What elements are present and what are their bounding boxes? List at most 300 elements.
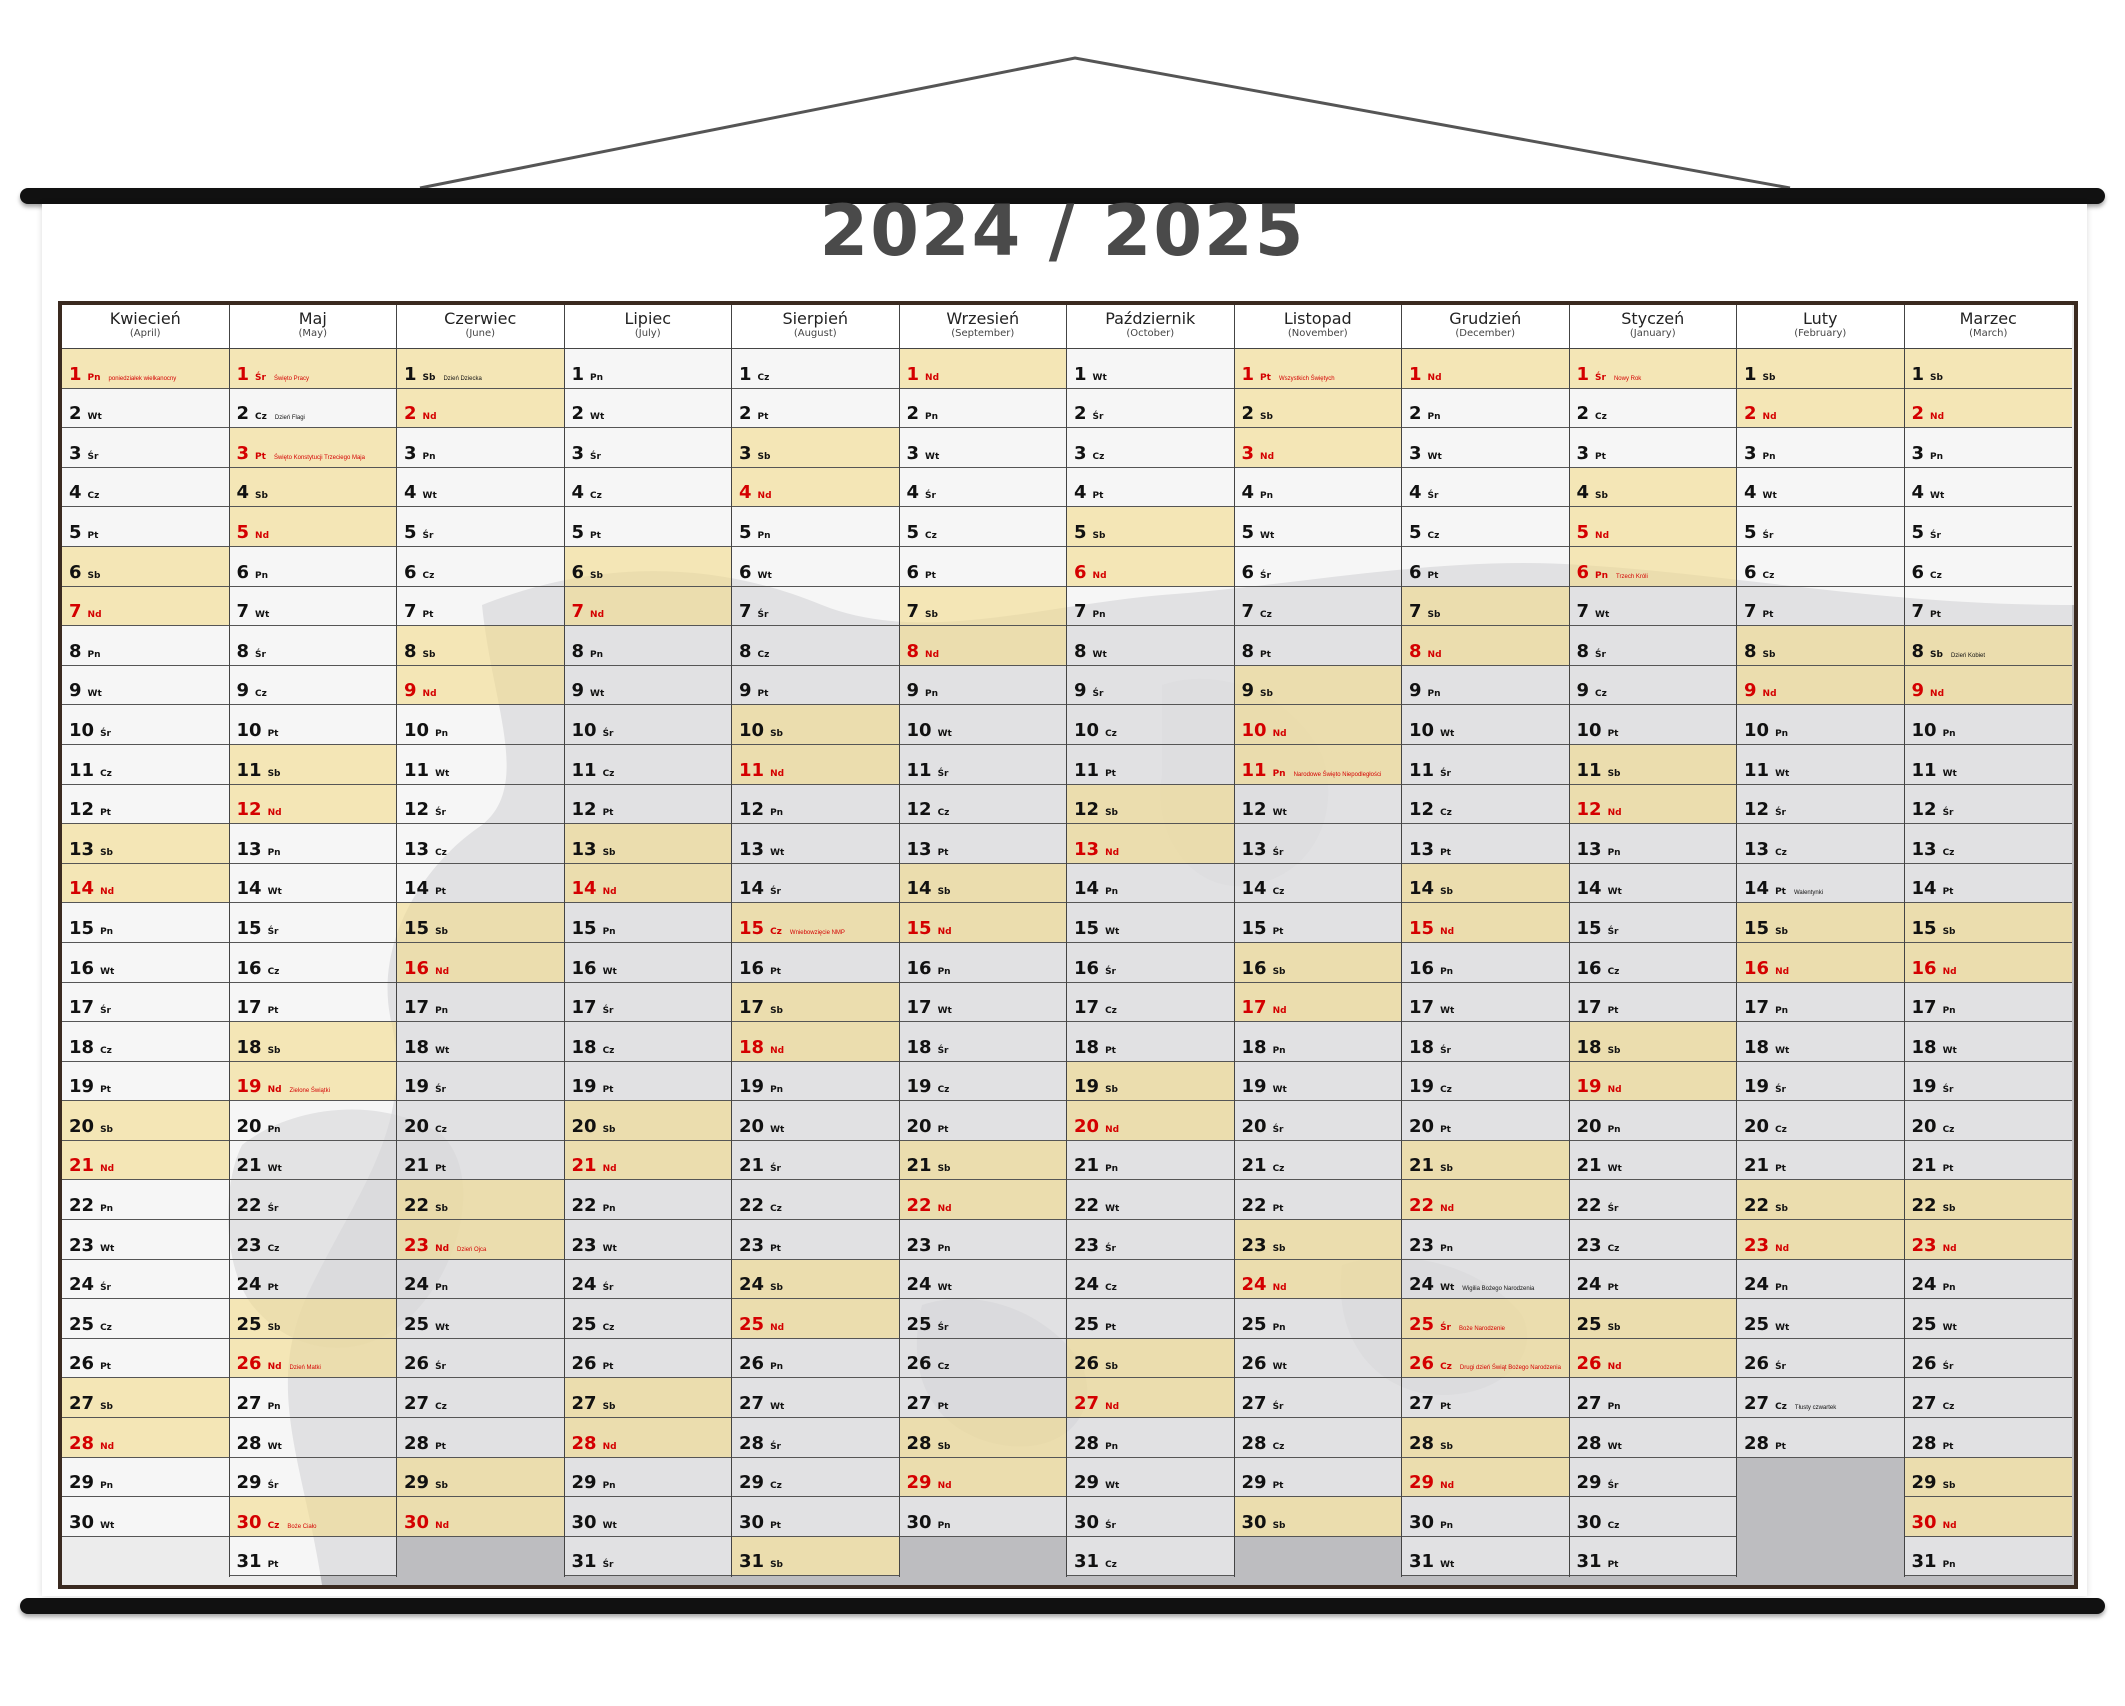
day-number: 19 xyxy=(1241,1076,1267,1098)
day-note: Walentynki xyxy=(1793,890,1824,897)
weekday-abbr: Nd xyxy=(100,1164,115,1175)
day-cell xyxy=(1570,1418,1737,1458)
day-cell xyxy=(900,1339,1067,1379)
weekday-abbr: Sb xyxy=(1595,491,1608,502)
day-number: 27 xyxy=(1744,1393,1770,1415)
day-cell xyxy=(397,785,564,825)
day-number: 22 xyxy=(571,1195,597,1217)
day-note: Dzień Ojca xyxy=(457,1246,487,1253)
day-number: 15 xyxy=(571,917,597,939)
day-number: 3 xyxy=(404,442,417,464)
day-cell xyxy=(1402,983,1569,1023)
month-column xyxy=(1570,305,1738,1577)
weekday-abbr: Pt xyxy=(602,1362,614,1373)
day-number: 13 xyxy=(1074,838,1100,860)
day-number: 28 xyxy=(69,1432,95,1454)
day-cell xyxy=(1737,626,1904,666)
weekday-abbr: Nd xyxy=(1260,451,1275,462)
weekday-abbr: Cz xyxy=(757,649,770,660)
day-number: 24 xyxy=(236,1274,262,1296)
day-cell xyxy=(230,1299,397,1339)
day-cell xyxy=(230,903,397,943)
day-cell xyxy=(900,1141,1067,1181)
day-cell xyxy=(1570,1022,1737,1062)
day-number: 27 xyxy=(739,1393,765,1415)
day-number: 23 xyxy=(404,1234,430,1256)
day-number: 16 xyxy=(1074,957,1100,979)
day-number: 12 xyxy=(739,799,765,821)
day-cell xyxy=(1402,824,1569,864)
weekday-abbr: Cz xyxy=(1942,1402,1955,1413)
day-number: 4 xyxy=(69,482,82,504)
weekday-abbr: Cz xyxy=(1775,847,1787,858)
day-number: 4 xyxy=(1744,482,1757,504)
day-cell xyxy=(1570,1101,1737,1141)
day-number: 24 xyxy=(69,1274,95,1296)
day-cell xyxy=(62,785,229,825)
day-number: 26 xyxy=(1744,1353,1770,1375)
weekday-abbr: Pt xyxy=(590,530,601,541)
empty-day-cell xyxy=(62,1537,229,1577)
day-number: 19 xyxy=(236,1076,262,1098)
day-number: 25 xyxy=(1911,1313,1937,1335)
day-number: 31 xyxy=(571,1551,597,1573)
weekday-abbr: Wt xyxy=(267,1441,282,1452)
day-number: 1 xyxy=(1911,363,1925,385)
day-number: 25 xyxy=(1576,1313,1602,1335)
weekday-abbr: Sb xyxy=(770,1006,783,1017)
day-number: 5 xyxy=(404,521,417,543)
day-number: 14 xyxy=(236,878,262,900)
day-cell xyxy=(1402,903,1569,943)
month-column xyxy=(1067,305,1235,1577)
day-cell xyxy=(732,1299,899,1339)
day-number: 4 xyxy=(1409,482,1422,504)
day-number: 10 xyxy=(236,719,262,741)
day-number: 18 xyxy=(1911,1036,1937,1058)
day-number: 2 xyxy=(236,403,250,425)
weekday-abbr: Sb xyxy=(1260,689,1273,700)
weekday-abbr: Pn xyxy=(1942,1283,1956,1294)
weekday-abbr: Pt xyxy=(100,1085,111,1096)
day-cell xyxy=(732,587,899,627)
day-number: 12 xyxy=(1576,799,1602,821)
weekday-abbr: Śr xyxy=(1942,808,1954,819)
day-number: 20 xyxy=(571,1115,597,1137)
day-number: 13 xyxy=(739,838,765,860)
day-number: 7 xyxy=(1241,601,1255,623)
weekday-abbr: Sb xyxy=(435,926,448,937)
day-cell xyxy=(1570,1378,1737,1418)
day-number: 10 xyxy=(1074,719,1100,741)
weekday-abbr: Pt xyxy=(1272,1481,1284,1492)
day-cell xyxy=(1905,1537,2073,1577)
weekday-abbr: Nd xyxy=(1272,1006,1287,1017)
day-cell xyxy=(1235,507,1402,547)
weekday-abbr: Pn xyxy=(87,372,101,383)
day-number: 8 xyxy=(1241,640,1255,662)
day-number: 23 xyxy=(1074,1234,1100,1256)
day-cell xyxy=(565,547,732,587)
day-number: 18 xyxy=(739,1036,765,1058)
day-cell xyxy=(1737,745,1904,785)
month-name: Kwiecień xyxy=(109,309,181,328)
weekday-abbr: Pn xyxy=(770,808,784,819)
weekday-abbr: Śr xyxy=(602,1560,614,1571)
day-cell xyxy=(230,1339,397,1379)
day-number: 30 xyxy=(1241,1511,1267,1533)
day-cell xyxy=(1905,1299,2073,1339)
day-cell xyxy=(1570,547,1737,587)
day-cell xyxy=(732,943,899,983)
weekday-abbr: Wt xyxy=(602,1520,617,1531)
day-number: 13 xyxy=(1409,838,1435,860)
month-english-name: (December) xyxy=(1455,328,1516,339)
day-number: 27 xyxy=(571,1393,597,1415)
day-cell xyxy=(1570,1062,1737,1102)
day-cell xyxy=(62,1062,229,1102)
day-number: 9 xyxy=(404,680,417,702)
day-number: 19 xyxy=(1409,1076,1435,1098)
day-cell xyxy=(732,1101,899,1141)
day-cell xyxy=(1905,587,2073,627)
weekday-abbr: Pt xyxy=(1942,887,1954,898)
day-number: 1 xyxy=(571,363,585,385)
weekday-abbr: Pn xyxy=(100,926,114,937)
weekday-abbr: Sb xyxy=(1105,1362,1118,1373)
day-cell xyxy=(1067,824,1234,864)
day-cell xyxy=(1402,428,1569,468)
weekday-abbr: Śr xyxy=(1775,1085,1786,1096)
day-cell xyxy=(565,1418,732,1458)
month-name: Maj xyxy=(298,309,327,328)
day-number: 20 xyxy=(906,1115,932,1137)
day-number: 28 xyxy=(739,1432,765,1454)
day-cell xyxy=(1067,507,1234,547)
day-cell xyxy=(900,705,1067,745)
weekday-abbr: Wt xyxy=(1440,1560,1455,1571)
day-number: 20 xyxy=(1576,1115,1602,1137)
day-number: 2 xyxy=(739,403,752,425)
weekday-abbr: Cz xyxy=(1440,808,1452,819)
day-cell xyxy=(1570,1180,1737,1220)
day-cell xyxy=(1905,745,2073,785)
day-number: 1 xyxy=(739,363,752,385)
weekday-abbr: Śr xyxy=(937,768,949,779)
day-cell xyxy=(732,1339,899,1379)
day-cell xyxy=(397,587,564,627)
weekday-abbr: Nd xyxy=(1092,570,1107,581)
day-cell xyxy=(1235,1180,1402,1220)
day-cell xyxy=(1235,349,1402,389)
weekday-abbr: Sb xyxy=(435,1204,448,1215)
weekday-abbr: Sb xyxy=(1272,1243,1286,1254)
month-name: Styczeń xyxy=(1621,309,1685,328)
weekday-abbr: Pn xyxy=(770,1362,784,1373)
day-cell xyxy=(1905,1022,2073,1062)
weekday-abbr: Cz xyxy=(100,1045,112,1056)
day-cell xyxy=(900,547,1067,587)
day-note: Wszystkich Świętych xyxy=(1278,375,1335,382)
day-number: 12 xyxy=(404,799,430,821)
day-cell xyxy=(732,507,899,547)
day-cell xyxy=(1570,983,1737,1023)
day-number: 17 xyxy=(739,997,765,1019)
empty-day-cell xyxy=(1235,1537,1402,1577)
day-number: 20 xyxy=(236,1115,262,1137)
weekday-abbr: Śr xyxy=(435,808,446,819)
weekday-abbr: Śr xyxy=(590,451,601,462)
day-cell xyxy=(1067,1537,1234,1577)
weekday-abbr: Pt xyxy=(267,728,279,739)
day-cell xyxy=(1737,547,1904,587)
day-cell xyxy=(1905,983,2073,1023)
day-cell xyxy=(397,1062,564,1102)
day-number: 22 xyxy=(1074,1195,1100,1217)
weekday-abbr: Wt xyxy=(1272,1085,1287,1096)
day-number: 20 xyxy=(1241,1115,1267,1137)
day-cell xyxy=(1737,1062,1904,1102)
weekday-abbr: Pt xyxy=(435,1441,446,1452)
day-cell xyxy=(1067,903,1234,943)
weekday-abbr: Nd xyxy=(937,926,952,937)
day-number: 16 xyxy=(1576,957,1602,979)
weekday-abbr: Pt xyxy=(422,610,434,621)
day-number: 6 xyxy=(1576,561,1590,583)
day-cell xyxy=(1905,389,2073,429)
weekday-abbr: Śr xyxy=(422,530,434,541)
day-cell xyxy=(230,1141,397,1181)
month-name: Grudzień xyxy=(1449,309,1522,328)
day-number: 26 xyxy=(1409,1353,1435,1375)
weekday-abbr: Śr xyxy=(937,1045,949,1056)
day-cell xyxy=(1570,1339,1737,1379)
weekday-abbr: Pt xyxy=(1607,1283,1619,1294)
day-cell xyxy=(565,1497,732,1537)
day-number: 16 xyxy=(739,957,765,979)
day-cell xyxy=(397,1220,564,1260)
weekday-abbr: Pt xyxy=(1440,847,1451,858)
weekday-abbr: Cz xyxy=(1272,887,1285,898)
day-number: 28 xyxy=(404,1432,430,1454)
weekday-abbr: Nd xyxy=(590,610,605,621)
day-cell xyxy=(1737,587,1904,627)
day-cell xyxy=(1235,1339,1402,1379)
day-cell xyxy=(397,1418,564,1458)
day-number: 6 xyxy=(906,561,920,583)
weekday-abbr: Pn xyxy=(1607,847,1621,858)
day-cell xyxy=(1570,468,1737,508)
weekday-abbr: Śr xyxy=(255,649,266,660)
day-cell xyxy=(397,389,564,429)
day-number: 6 xyxy=(1409,561,1422,583)
day-cell xyxy=(62,626,229,666)
day-number: 11 xyxy=(404,759,430,781)
day-number: 4 xyxy=(1911,482,1925,504)
day-number: 29 xyxy=(236,1472,262,1494)
day-number: 24 xyxy=(571,1274,597,1296)
weekday-abbr: Wt xyxy=(1260,530,1275,541)
day-number: 12 xyxy=(1744,799,1770,821)
day-number: 19 xyxy=(739,1076,765,1098)
day-number: 13 xyxy=(236,838,262,860)
day-number: 26 xyxy=(906,1353,932,1375)
weekday-abbr: Nd xyxy=(87,610,102,621)
day-cell xyxy=(230,587,397,627)
weekday-abbr: Pn xyxy=(1607,1402,1621,1413)
month-name: Lipiec xyxy=(624,309,672,328)
day-number: 24 xyxy=(1576,1274,1602,1296)
day-cell xyxy=(900,507,1067,547)
day-cell xyxy=(1570,745,1737,785)
weekday-abbr: Wt xyxy=(602,1243,617,1254)
weekday-abbr: Nd xyxy=(100,887,115,898)
weekday-abbr: Cz xyxy=(1595,689,1607,700)
weekday-abbr: Cz xyxy=(770,926,782,937)
weekday-abbr: Nd xyxy=(602,1441,617,1452)
weekday-abbr: Cz xyxy=(1440,1085,1452,1096)
day-number: 3 xyxy=(739,442,752,464)
day-cell xyxy=(900,1180,1067,1220)
day-number: 4 xyxy=(571,482,585,504)
weekday-abbr: Sb xyxy=(1105,808,1118,819)
weekday-abbr: Nd xyxy=(1930,689,1945,700)
month-header xyxy=(1905,305,2073,349)
weekday-abbr: Pn xyxy=(770,1085,784,1096)
day-number: 5 xyxy=(739,521,752,543)
weekday-abbr: Sb xyxy=(602,847,616,858)
weekday-abbr: Pt xyxy=(1440,1402,1451,1413)
day-cell xyxy=(1235,1378,1402,1418)
day-number: 14 xyxy=(1409,878,1435,900)
day-cell xyxy=(565,626,732,666)
weekday-abbr: Pt xyxy=(1942,1164,1954,1175)
day-cell xyxy=(900,1260,1067,1300)
day-number: 16 xyxy=(906,957,932,979)
weekday-abbr: Sb xyxy=(100,847,113,858)
day-number: 7 xyxy=(906,601,920,623)
day-number: 8 xyxy=(1744,640,1757,662)
day-cell xyxy=(1402,1339,1569,1379)
weekday-abbr: Sb xyxy=(1930,649,1943,660)
day-cell xyxy=(1905,666,2073,706)
weekday-abbr: Śr xyxy=(1607,1481,1619,1492)
weekday-abbr: Pt xyxy=(770,1243,781,1254)
weekday-abbr: Sb xyxy=(422,649,436,660)
day-cell xyxy=(1235,1141,1402,1181)
day-number: 2 xyxy=(404,403,417,425)
weekday-abbr: Nd xyxy=(770,1322,785,1333)
day-number: 8 xyxy=(739,640,752,662)
weekday-abbr: Cz xyxy=(1595,412,1607,423)
day-number: 2 xyxy=(1241,403,1255,425)
weekday-abbr: Śr xyxy=(1092,412,1104,423)
weekday-abbr: Pt xyxy=(255,451,266,462)
weekday-abbr: Śr xyxy=(100,1283,111,1294)
weekday-abbr: Pn xyxy=(1105,1441,1119,1452)
day-number: 28 xyxy=(1074,1432,1100,1454)
day-cell xyxy=(1737,1378,1904,1418)
day-cell xyxy=(62,864,229,904)
day-cell xyxy=(1402,1062,1569,1102)
month-header xyxy=(732,305,899,349)
weekday-abbr: Wt xyxy=(937,1283,952,1294)
day-number: 23 xyxy=(906,1234,932,1256)
day-cell xyxy=(1737,1022,1904,1062)
day-cell xyxy=(1905,1220,2073,1260)
weekday-abbr: Cz xyxy=(255,689,267,700)
weekday-abbr: Śr xyxy=(1607,1204,1619,1215)
day-cell xyxy=(900,785,1067,825)
day-cell xyxy=(565,785,732,825)
month-column xyxy=(900,305,1068,1577)
day-cell xyxy=(1402,1220,1569,1260)
weekday-abbr: Pn xyxy=(435,728,449,739)
weekday-abbr: Cz xyxy=(1775,1124,1787,1135)
day-cell xyxy=(62,824,229,864)
weekday-abbr: Śr xyxy=(925,491,936,502)
weekday-abbr: Pt xyxy=(770,966,781,977)
day-number: 31 xyxy=(1409,1551,1435,1573)
weekday-abbr: Wt xyxy=(1762,491,1777,502)
day-cell xyxy=(62,1458,229,1498)
weekday-abbr: Sb xyxy=(267,1322,281,1333)
weekday-abbr: Śr xyxy=(602,728,614,739)
day-cell xyxy=(1570,626,1737,666)
day-cell xyxy=(900,1458,1067,1498)
day-number: 14 xyxy=(739,878,765,900)
weekday-abbr: Śr xyxy=(1272,1124,1284,1135)
day-number: 22 xyxy=(1911,1195,1937,1217)
month-name: Wrzesień xyxy=(946,309,1020,328)
weekday-abbr: Nd xyxy=(1762,689,1777,700)
month-header xyxy=(397,305,564,349)
day-cell xyxy=(1402,349,1569,389)
day-number: 7 xyxy=(739,601,752,623)
day-note: Tłusty czwartek xyxy=(1794,1405,1837,1412)
day-number: 1 xyxy=(1074,363,1087,385)
weekday-abbr: Pn xyxy=(1942,728,1956,739)
day-number: 4 xyxy=(1576,482,1590,504)
day-number: 31 xyxy=(1576,1551,1602,1573)
day-number: 6 xyxy=(1744,561,1757,583)
day-number: 9 xyxy=(236,680,250,702)
day-number: 1 xyxy=(69,363,82,385)
day-cell xyxy=(230,666,397,706)
day-number: 28 xyxy=(571,1432,597,1454)
month-english-name: (February) xyxy=(1794,328,1847,339)
day-number: 30 xyxy=(1074,1511,1100,1533)
weekday-abbr: Śr xyxy=(267,1204,279,1215)
weekday-abbr: Wt xyxy=(1775,1322,1790,1333)
weekday-abbr: Wt xyxy=(757,570,772,581)
month-header xyxy=(230,305,397,349)
day-cell xyxy=(1402,626,1569,666)
day-number: 22 xyxy=(236,1195,262,1217)
day-number: 10 xyxy=(1911,719,1937,741)
day-number: 27 xyxy=(69,1393,95,1415)
day-cell xyxy=(1067,1101,1234,1141)
day-cell xyxy=(62,428,229,468)
weekday-abbr: Nd xyxy=(435,1520,450,1531)
weekday-abbr: Wt xyxy=(1595,610,1610,621)
weekday-abbr: Nd xyxy=(1775,966,1790,977)
day-cell xyxy=(565,745,732,785)
month-column xyxy=(732,305,900,1577)
day-number: 25 xyxy=(236,1313,262,1335)
day-cell xyxy=(1067,983,1234,1023)
day-cell xyxy=(565,983,732,1023)
